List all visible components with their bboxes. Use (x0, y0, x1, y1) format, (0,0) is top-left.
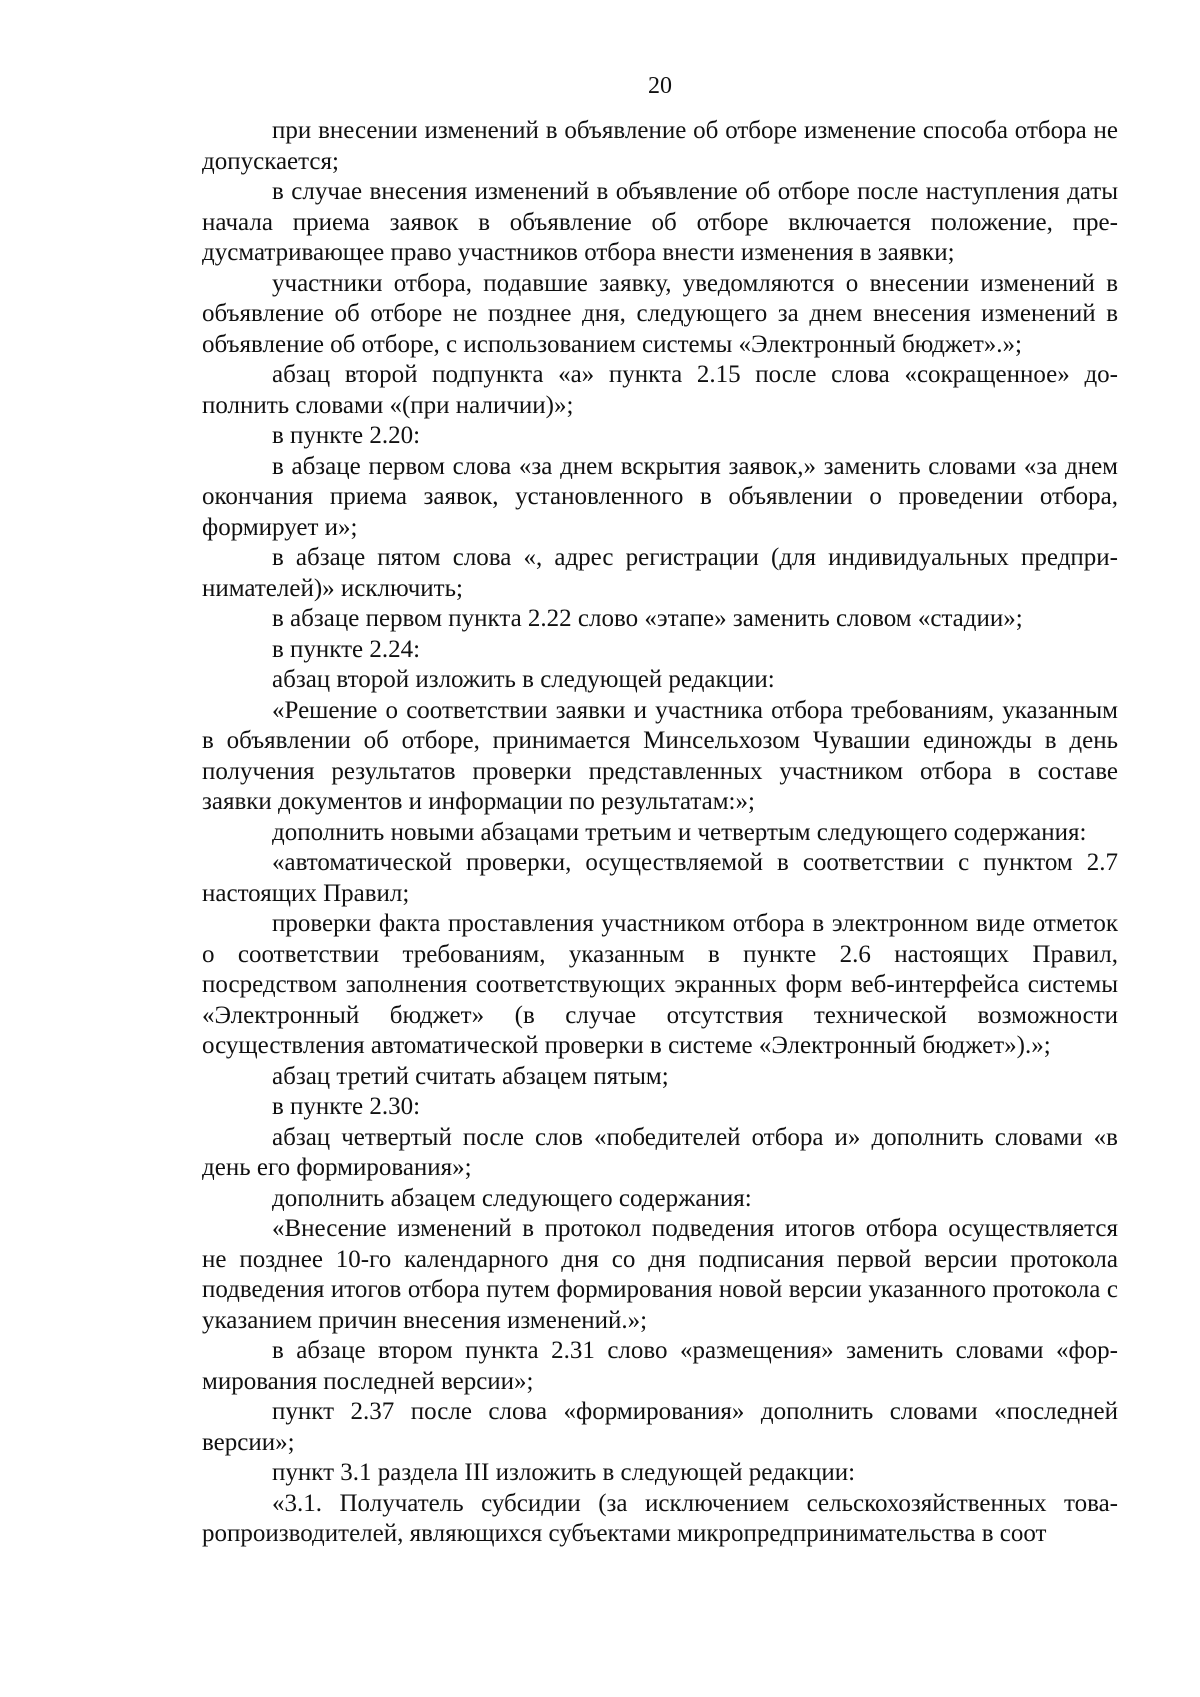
paragraph: «Внесение изменений в протокол подведения итогов отбора осуществляется не позднее 10-го календарного дня со дня подписания первой версии протокола подведения итогов отбора путем формирования новой версии указанного протокола с указанием причин внесения изменений.»; (202, 1215, 1118, 1334)
paragraph: «автоматической проверки, осуществляемой в соответствии с пунктом 2.7 настоящих Правил; (202, 849, 1118, 907)
paragraph: абзац второй подпункта «а» пункта 2.15 после слова «сокращенное» дополнить словами «(при наличии)»; (202, 361, 1118, 419)
paragraph: «Решение о соответствии заявки и участника отбора требованиям, указанным в объявлении об отборе, принимается Минсельхозом Чувашии единожды в день получения результатов проверки представленных участником отбора в составе заявки документов и информации по результатам:»; (202, 696, 1118, 815)
paragraph: участники отбора, подавшие заявку, уведомляются о внесении изменений в объявление об отборе не позднее дня, следующего за днем внесения изменений в объявление об отборе, с использованием системы «Электронный бюджет».»; (202, 269, 1118, 358)
paragraph: абзац четвертый после слов «победителей отбора и» дополнить словами «в день его формирования»; (202, 1123, 1118, 1181)
paragraph: абзац третий считать абзацем пятым; (272, 1062, 669, 1090)
paragraph: дополнить абзацем следующего содержания: (272, 1184, 752, 1212)
paragraph: в абзаце первом пункта 2.22 слово «этапе» заменить словом «стадии»; (272, 605, 1023, 632)
paragraph: пункт 2.37 после слова «формирования» дополнить словами «последней версии»; (202, 1398, 1118, 1456)
paragraph: в абзаце первом слова «за днем вскрытия заявок,» заменить словами «за днем окончания приема заявок, установленного в объявлении о проведении отбора, формирует и»; (202, 452, 1118, 541)
paragraph: пункт 3.1 раздела III изложить в следующей редакции: (272, 1459, 856, 1486)
paragraph: в пункте 2.24: (272, 635, 421, 663)
paragraph: в пункте 2.30: (272, 1093, 421, 1120)
page-number: 20 (648, 73, 672, 99)
paragraph: в абзаце втором пункта 2.31 слово «размещения» заменить словами «формирования последней версии»; (202, 1337, 1118, 1395)
paragraph: проверки факта проставления участником отбора в электронном виде отметок о соответствии требованиям, указанным в пункте 2.6 настоящих Правил, посредством заполнения соответствующих экранных форм веб-интерфейса системы «Электронный бюджет» (в случае отсутствия технической возможности осуществления автоматической проверки в системе «Электронный бюджет»).»; (202, 910, 1118, 1059)
paragraph: «3.1. Получатель субсидии (за исключением сельскохозяйственных товаропроизводителей, являющихся субъектами микропредпринимательства в соот (202, 1489, 1118, 1547)
paragraph: в случае внесения изменений в объявление об отборе после наступления даты начала приема заявок в объявление об отборе включается положение, предусматривающее право участников отбора внести изменения в заявки; (202, 178, 1118, 266)
document-body (202, 116, 1118, 1550)
paragraph: дополнить новыми абзацами третьим и четвертым следующего содержания: (272, 818, 1087, 846)
paragraph: в абзаце пятом слова «, адрес регистрации (для индивидуальных предпринимателей)» исключить; (202, 544, 1118, 602)
paragraph: при внесении изменений в объявление об отборе изменение способа отбора не допускается; (202, 117, 1118, 175)
paragraph: в пункте 2.20: (272, 422, 421, 449)
paragraph: абзац второй изложить в следующей редакции: (272, 666, 775, 693)
